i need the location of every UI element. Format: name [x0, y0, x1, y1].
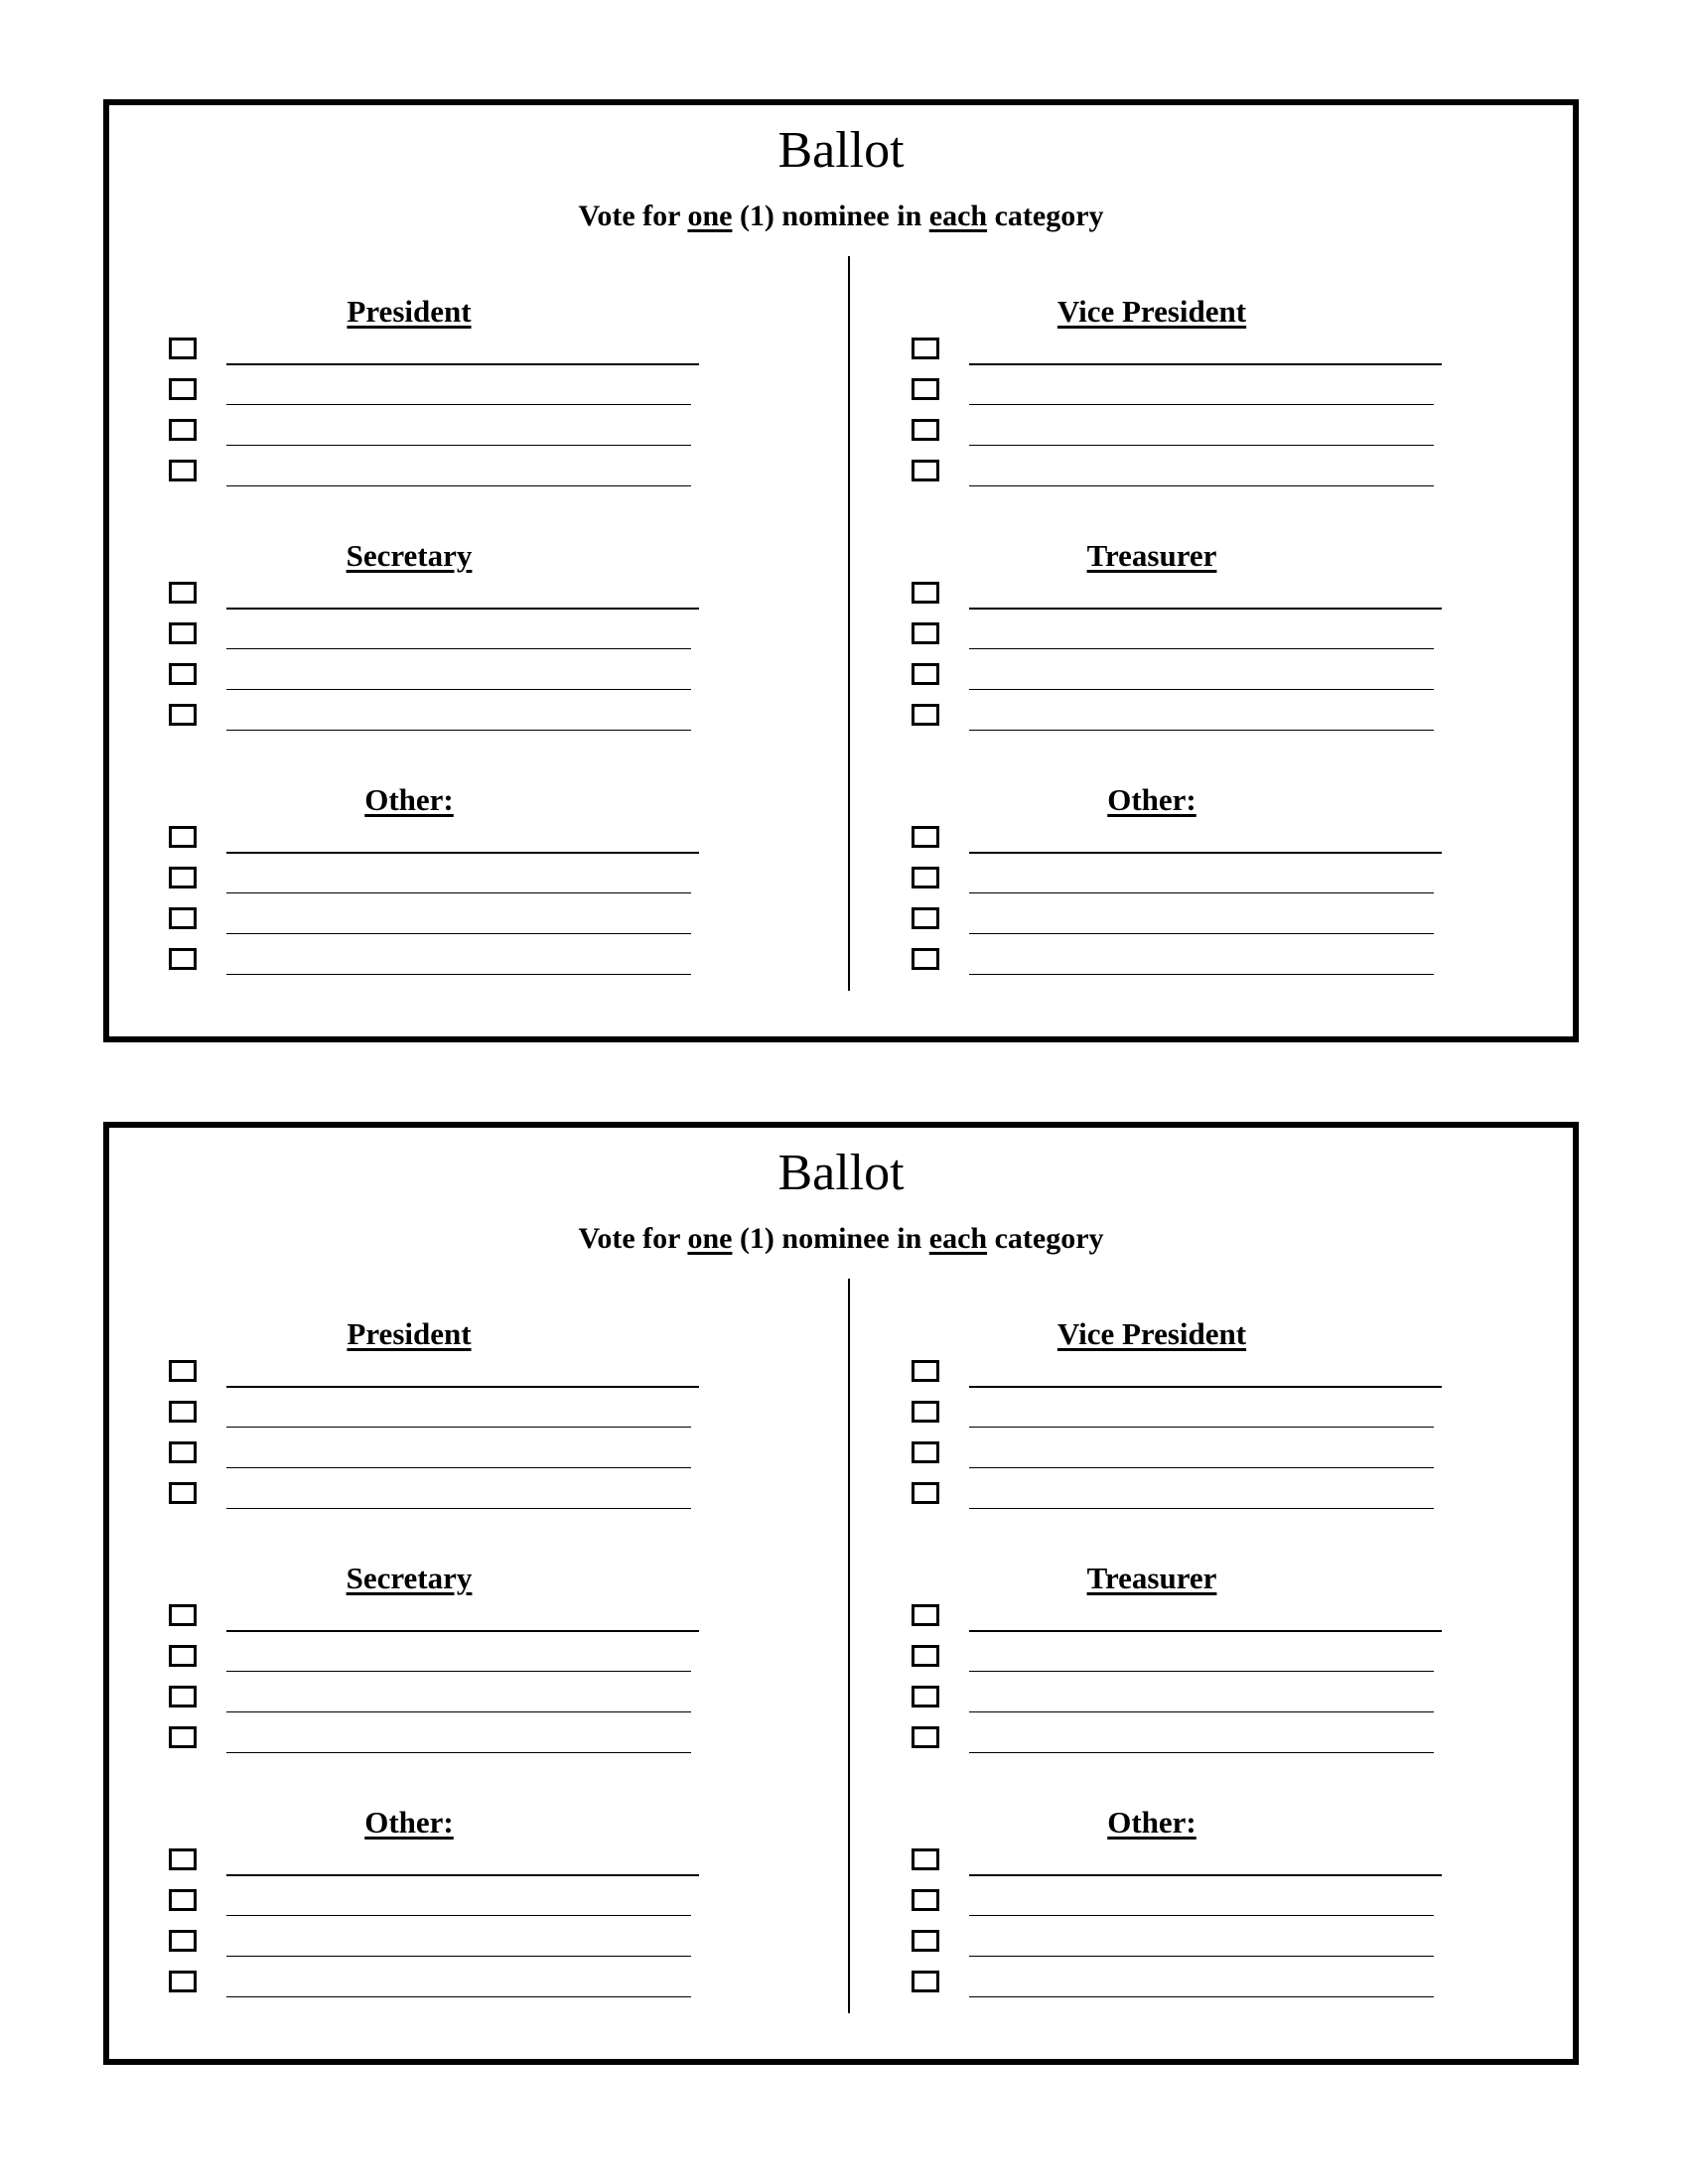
nominee-write-in-line[interactable]: [969, 1996, 1434, 1997]
nominee-row: [169, 1969, 725, 2009]
column-divider: [848, 1279, 850, 2013]
nominee-row: [912, 1887, 1468, 1928]
vote-checkbox[interactable]: [169, 1401, 197, 1423]
vote-checkbox[interactable]: [912, 948, 939, 970]
nominee-write-in-line[interactable]: [969, 1915, 1434, 1916]
nominee-write-in-line[interactable]: [969, 1711, 1434, 1712]
nominee-row: [912, 824, 1468, 865]
nominee-row: [169, 1846, 725, 1887]
nominee-row: [912, 458, 1468, 498]
nominee-row: [169, 376, 725, 417]
nominee-row: [912, 1439, 1468, 1480]
vote-checkbox[interactable]: [912, 1482, 939, 1504]
vote-checkbox[interactable]: [912, 1686, 939, 1707]
nominee-row: [169, 661, 725, 702]
nominee-write-in-line[interactable]: [226, 1711, 691, 1712]
nominee-row: [169, 1643, 725, 1684]
vote-checkbox[interactable]: [169, 1482, 197, 1504]
nominee-write-in-line[interactable]: [226, 1671, 691, 1672]
vote-checkbox[interactable]: [169, 1848, 197, 1870]
vote-checkbox[interactable]: [169, 419, 197, 441]
nominee-write-in-line[interactable]: [969, 648, 1434, 649]
vote-checkbox[interactable]: [912, 1930, 939, 1952]
ballot-card: [103, 1122, 1579, 2065]
nominee-write-in-line[interactable]: [226, 689, 691, 690]
nominee-row: [912, 1684, 1468, 1724]
category-title: President: [347, 294, 472, 329]
nominee-row: [169, 336, 725, 376]
ballot-title: Ballot: [777, 122, 905, 179]
vote-checkbox[interactable]: [912, 704, 939, 726]
category-title: Vice President: [1056, 1316, 1247, 1351]
nominee-write-in-line[interactable]: [969, 445, 1434, 446]
nominee-row: [169, 905, 725, 946]
vote-checkbox[interactable]: [169, 1930, 197, 1952]
nominee-row: [169, 580, 725, 620]
nominee-row: [169, 1480, 725, 1521]
vote-checkbox[interactable]: [912, 1401, 939, 1423]
vote-checkbox[interactable]: [169, 338, 197, 359]
nominee-row: [169, 1887, 725, 1928]
vote-checkbox[interactable]: [912, 622, 939, 644]
instruction-text: category: [987, 200, 1104, 232]
nominee-row: [912, 1399, 1468, 1439]
vote-checkbox[interactable]: [912, 582, 939, 604]
nominee-write-in-line[interactable]: [226, 363, 699, 365]
nominee-row: [912, 620, 1468, 661]
category-title: Secretary: [346, 538, 473, 573]
nominee-write-in-line[interactable]: [226, 608, 699, 610]
nominee-row: [912, 580, 1468, 620]
ballot-title: Ballot: [777, 1145, 905, 1201]
vote-checkbox[interactable]: [912, 1971, 939, 1992]
vote-checkbox[interactable]: [912, 1441, 939, 1463]
nominee-write-in-line[interactable]: [226, 648, 691, 649]
nominee-row: [912, 702, 1468, 743]
instruction-text: Vote for: [578, 200, 688, 232]
vote-checkbox[interactable]: [912, 1645, 939, 1667]
nominee-write-in-line[interactable]: [969, 1630, 1442, 1632]
nominee-write-in-line[interactable]: [969, 1386, 1442, 1388]
vote-checkbox[interactable]: [169, 460, 197, 481]
vote-checkbox[interactable]: [912, 663, 939, 685]
nominee-row: [169, 1358, 725, 1399]
nominee-row: [169, 1684, 725, 1724]
category-title: Treasurer: [1086, 1561, 1217, 1595]
category-title: Treasurer: [1086, 538, 1217, 573]
nominee-write-in-line[interactable]: [969, 608, 1442, 610]
vote-checkbox[interactable]: [169, 663, 197, 685]
nominee-row: [169, 946, 725, 987]
nominee-row: [169, 458, 725, 498]
nominee-row: [169, 702, 725, 743]
nominee-write-in-line[interactable]: [226, 1915, 691, 1916]
nominee-row: [169, 1928, 725, 1969]
nominee-write-in-line[interactable]: [226, 1427, 691, 1428]
category-title: Secretary: [346, 1561, 473, 1595]
vote-checkbox[interactable]: [169, 1604, 197, 1626]
vote-checkbox[interactable]: [169, 1889, 197, 1911]
nominee-write-in-line[interactable]: [226, 892, 691, 893]
nominee-write-in-line[interactable]: [226, 485, 691, 486]
vote-checkbox[interactable]: [912, 1604, 939, 1626]
nominee-write-in-line[interactable]: [969, 892, 1434, 893]
nominee-row: [912, 1602, 1468, 1643]
instruction-emphasis-each: each: [928, 200, 988, 232]
nominee-write-in-line[interactable]: [969, 974, 1434, 975]
nominee-write-in-line[interactable]: [226, 1752, 691, 1753]
nominee-row: [169, 1439, 725, 1480]
vote-checkbox[interactable]: [912, 867, 939, 888]
nominee-row: [912, 946, 1468, 987]
vote-checkbox[interactable]: [169, 1971, 197, 1992]
nominee-write-in-line[interactable]: [969, 1874, 1442, 1876]
nominee-write-in-line[interactable]: [226, 974, 691, 975]
vote-checkbox[interactable]: [912, 460, 939, 481]
nominee-write-in-line[interactable]: [226, 730, 691, 731]
vote-checkbox[interactable]: [912, 1360, 939, 1382]
vote-checkbox[interactable]: [912, 1889, 939, 1911]
vote-checkbox[interactable]: [912, 826, 939, 848]
instruction-text: (1) nominee in: [732, 200, 929, 232]
column-divider: [848, 256, 850, 991]
nominee-write-in-line[interactable]: [226, 852, 699, 854]
nominee-write-in-line[interactable]: [969, 1508, 1434, 1509]
nominee-row: [912, 1724, 1468, 1765]
instruction-text: (1) nominee in: [732, 1222, 929, 1255]
vote-checkbox[interactable]: [169, 1441, 197, 1463]
vote-checkbox[interactable]: [169, 378, 197, 400]
vote-checkbox[interactable]: [169, 907, 197, 929]
nominee-write-in-line[interactable]: [969, 1671, 1434, 1672]
nominee-write-in-line[interactable]: [226, 1467, 691, 1468]
instruction-emphasis-one: one: [687, 200, 733, 232]
nominee-write-in-line[interactable]: [969, 485, 1434, 486]
vote-checkbox[interactable]: [912, 907, 939, 929]
category-title: Other:: [1107, 782, 1196, 817]
instruction-emphasis-each: each: [928, 1222, 988, 1255]
nominee-row: [169, 824, 725, 865]
vote-checkbox[interactable]: [169, 1645, 197, 1667]
nominee-write-in-line[interactable]: [226, 1956, 691, 1957]
instruction-text: category: [987, 1222, 1104, 1255]
nominee-write-in-line[interactable]: [226, 1386, 699, 1388]
nominee-row: [912, 1480, 1468, 1521]
nominee-row: [169, 417, 725, 458]
nominee-write-in-line[interactable]: [969, 933, 1434, 934]
nominee-write-in-line[interactable]: [969, 404, 1434, 405]
instruction-text: Vote for: [578, 1222, 688, 1255]
nominee-row: [912, 661, 1468, 702]
vote-checkbox[interactable]: [912, 378, 939, 400]
nominee-write-in-line[interactable]: [226, 1508, 691, 1509]
nominee-write-in-line[interactable]: [969, 1427, 1434, 1428]
nominee-write-in-line[interactable]: [226, 1630, 699, 1632]
nominee-write-in-line[interactable]: [226, 1996, 691, 1997]
nominee-row: [169, 1724, 725, 1765]
nominee-row: [912, 1969, 1468, 2009]
nominee-write-in-line[interactable]: [226, 404, 691, 405]
nominee-row: [169, 865, 725, 905]
vote-checkbox[interactable]: [912, 1848, 939, 1870]
nominee-row: [912, 417, 1468, 458]
vote-checkbox[interactable]: [912, 419, 939, 441]
ballot-card: [103, 99, 1579, 1042]
instruction-emphasis-one: one: [687, 1222, 733, 1255]
nominee-write-in-line[interactable]: [969, 363, 1442, 365]
nominee-write-in-line[interactable]: [226, 1874, 699, 1876]
category-title: Other:: [364, 782, 454, 817]
category-title: President: [347, 1316, 472, 1351]
vote-checkbox[interactable]: [169, 867, 197, 888]
category-title: Vice President: [1056, 294, 1247, 329]
nominee-write-in-line[interactable]: [969, 852, 1442, 854]
nominee-row: [912, 1358, 1468, 1399]
nominee-row: [912, 1928, 1468, 1969]
vote-checkbox[interactable]: [169, 826, 197, 848]
ballot-instruction: [109, 199, 1573, 234]
nominee-row: [912, 865, 1468, 905]
nominee-row: [912, 336, 1468, 376]
nominee-row: [912, 905, 1468, 946]
vote-checkbox[interactable]: [169, 1360, 197, 1382]
nominee-row: [169, 1399, 725, 1439]
vote-checkbox[interactable]: [169, 1726, 197, 1748]
vote-checkbox[interactable]: [169, 622, 197, 644]
nominee-write-in-line[interactable]: [969, 689, 1434, 690]
vote-checkbox[interactable]: [169, 948, 197, 970]
vote-checkbox[interactable]: [169, 582, 197, 604]
nominee-row: [169, 620, 725, 661]
category-title: Other:: [1107, 1805, 1196, 1840]
ballot-instruction: [109, 1221, 1573, 1257]
nominee-row: [912, 1846, 1468, 1887]
nominee-row: [912, 376, 1468, 417]
vote-checkbox[interactable]: [912, 338, 939, 359]
nominee-write-in-line[interactable]: [969, 1752, 1434, 1753]
vote-checkbox[interactable]: [169, 1686, 197, 1707]
nominee-write-in-line[interactable]: [969, 1956, 1434, 1957]
vote-checkbox[interactable]: [169, 704, 197, 726]
nominee-write-in-line[interactable]: [226, 445, 691, 446]
nominee-write-in-line[interactable]: [969, 1467, 1434, 1468]
nominee-row: [169, 1602, 725, 1643]
nominee-write-in-line[interactable]: [226, 933, 691, 934]
nominee-row: [912, 1643, 1468, 1684]
nominee-write-in-line[interactable]: [969, 730, 1434, 731]
category-title: Other:: [364, 1805, 454, 1840]
vote-checkbox[interactable]: [912, 1726, 939, 1748]
